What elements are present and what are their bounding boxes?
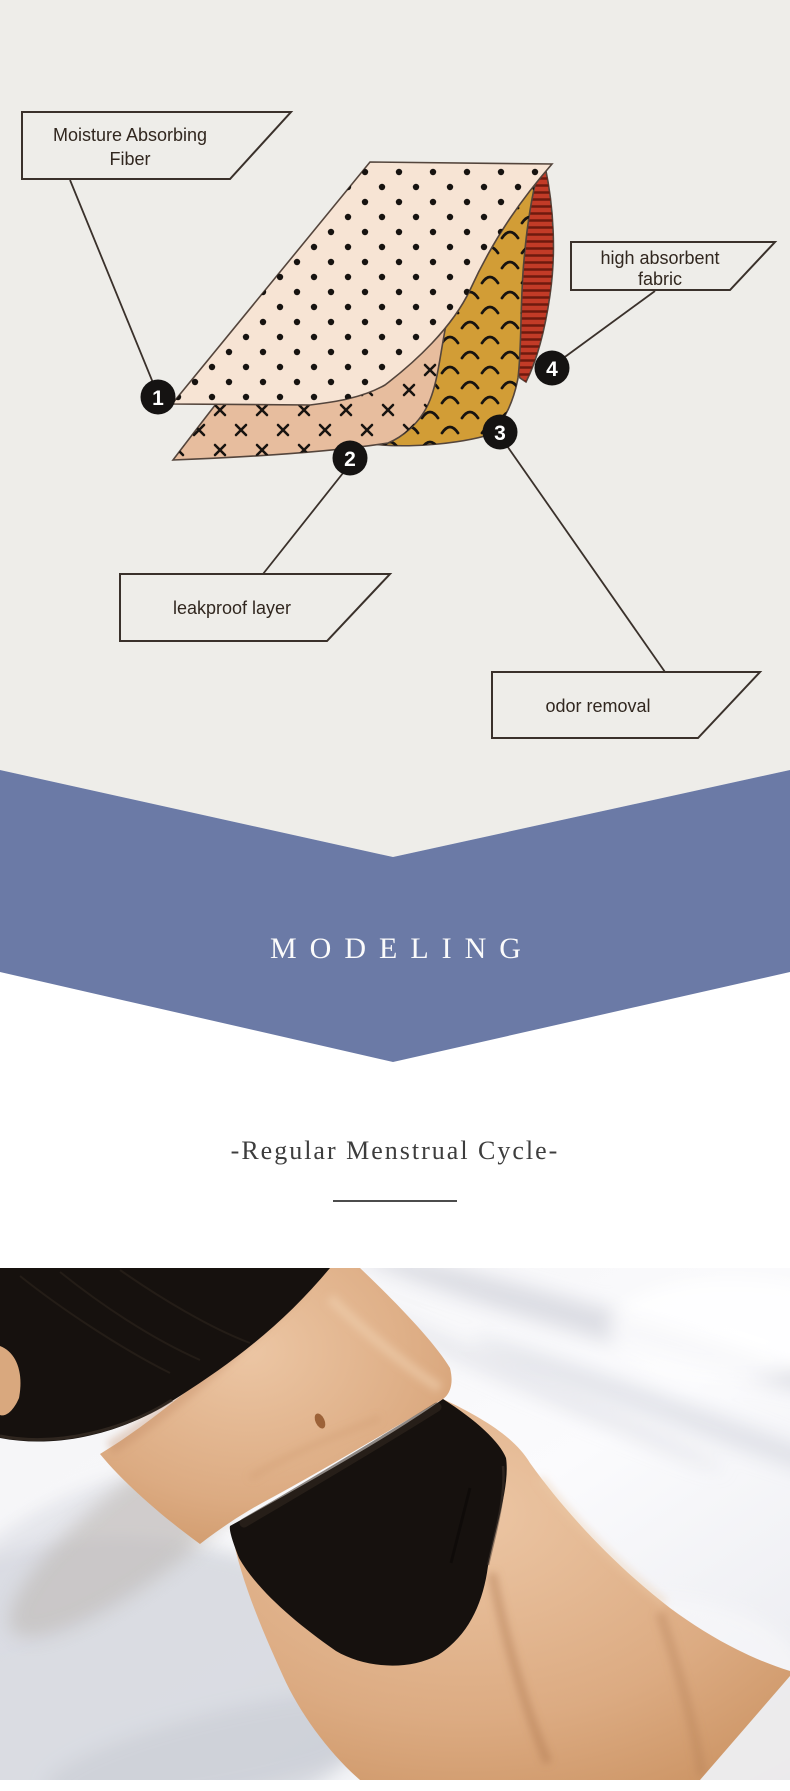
banner-title: MODELING [270,932,534,965]
marker-number-2: 2 [344,448,356,471]
photo-section [0,1268,790,1780]
callout-label-odor: odor removal [545,696,651,716]
callout-label-absorbent-line2: fabric [637,269,683,289]
divider-line [333,1200,457,1202]
callout-label-leakproof: leakproof layer [172,598,292,618]
callout-label-absorbent-line1: high absorbent [600,248,720,268]
marker-number-3: 3 [494,422,506,445]
marker-number-1: 1 [152,387,164,410]
section-subtitle: -Regular Menstrual Cycle- [230,1136,560,1165]
subtitle-section [0,1062,790,1268]
bottom-white-strip [0,1780,790,1791]
marker-number-4: 4 [546,358,558,381]
modeling-banner [0,770,790,1062]
callout-label-moisture-line1: Moisture Absorbing [52,125,208,145]
callout-label-moisture-line2: Fiber [109,149,151,169]
model-photo [0,1268,790,1780]
fabric-layers-diagram [0,0,790,770]
